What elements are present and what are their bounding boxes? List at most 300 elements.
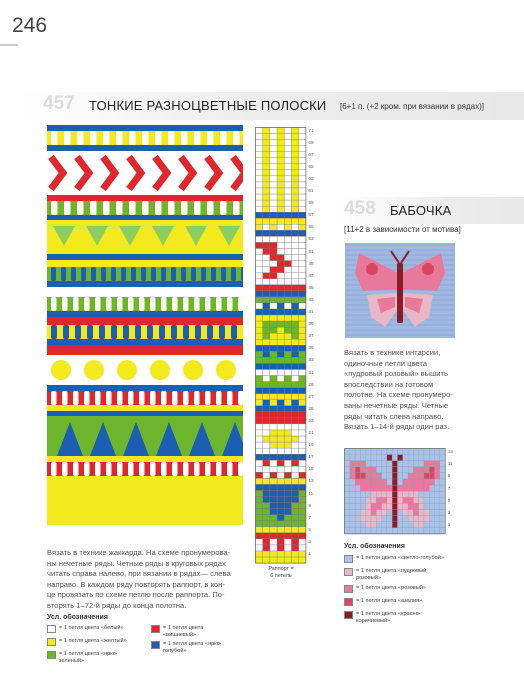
row-number: 7 (447, 485, 451, 491)
row-number: 47 (308, 272, 314, 278)
chart-cell (277, 351, 284, 357)
tooth-row-stitch (216, 462, 222, 476)
tooth-row-stitch (63, 325, 69, 339)
chart-cell (256, 412, 263, 418)
chart-cell (256, 200, 263, 206)
chart-cell (284, 376, 291, 382)
chart-cell (292, 491, 299, 497)
chart-cell (263, 394, 270, 400)
tooth-row-stitch (171, 267, 176, 281)
tooth-row-stitch (161, 267, 166, 281)
chart-cell (366, 485, 371, 491)
chart-cell (292, 212, 299, 218)
chart-cell (263, 218, 270, 224)
chart-cell (263, 261, 270, 267)
chart-cell (376, 516, 381, 522)
chart-cell (277, 436, 284, 442)
chart-cell (424, 473, 429, 479)
chart-cell (256, 242, 263, 248)
chart-cell (263, 267, 270, 273)
tooth-row-stitch (64, 131, 71, 145)
chart-cell (256, 333, 263, 339)
chart-cell (270, 442, 277, 448)
chart-cell (299, 333, 306, 339)
chart-cell (256, 539, 263, 545)
tooth-row-stitch (231, 325, 237, 339)
chart-cell (424, 467, 429, 473)
chart-cell (403, 516, 408, 522)
legend-swatch-azalea (344, 598, 353, 606)
chart-cell (270, 557, 277, 563)
chart-cell (270, 527, 277, 533)
chart-cell (382, 449, 387, 455)
chart-cell (270, 345, 277, 351)
chart-cell (366, 497, 371, 503)
chart-cell (413, 510, 418, 516)
chart-cell (408, 485, 413, 491)
row-number: 51 (308, 248, 314, 254)
chart-cell (392, 473, 397, 479)
tooth-row-stitch (141, 267, 146, 281)
chart-cell (292, 194, 299, 200)
tooth-row-stitch (99, 325, 105, 339)
chart-cell (292, 557, 299, 563)
chart-cell (429, 491, 434, 497)
chart-cell (284, 412, 291, 418)
chart-cell (387, 461, 392, 467)
tooth-row-stitch (207, 325, 213, 339)
tooth-row-stitch (238, 297, 243, 311)
tooth-row-stitch (183, 325, 189, 339)
tooth-row-stitch (51, 462, 57, 476)
chart-cell (292, 291, 299, 297)
chart-cell (398, 503, 403, 509)
chart-cell (263, 521, 270, 527)
chart-cell (292, 351, 299, 357)
stripe (47, 317, 243, 325)
chart-cell (263, 285, 270, 291)
tooth-row-stitch (241, 267, 243, 281)
chart-cell (256, 448, 263, 454)
pattern-458-chart (344, 448, 448, 536)
chart-cell (270, 176, 277, 182)
tooth-row-stitch (147, 325, 153, 339)
chart-cell (299, 394, 306, 400)
chart-cell (263, 279, 270, 285)
chart-cell (392, 497, 397, 503)
chart-cell (292, 249, 299, 255)
dot (84, 360, 104, 380)
chart-cell (382, 479, 387, 485)
chart-cell (440, 485, 445, 491)
pattern-458-photo (345, 243, 455, 338)
chart-cell (284, 515, 291, 521)
chart-cell (435, 449, 440, 455)
tooth-row-stitch (106, 462, 112, 476)
chart-cell (263, 412, 270, 418)
chart-cell (299, 158, 306, 164)
chart-cell (284, 400, 291, 406)
row-number: 21 (308, 430, 314, 435)
chart-cell (256, 236, 263, 242)
chart-cell (299, 303, 306, 309)
chart-cell (360, 528, 365, 534)
chart-cell (382, 455, 387, 461)
chart-cell (277, 484, 284, 490)
dot (183, 360, 203, 380)
chart-cell (256, 345, 263, 351)
chart-cell (360, 516, 365, 522)
chart-cell (419, 503, 424, 509)
chart-cell (355, 467, 360, 473)
chart-cell (403, 455, 408, 461)
chart-cell (284, 339, 291, 345)
chart-cell (270, 140, 277, 146)
chart-cell (387, 510, 392, 516)
chart-cell (270, 503, 277, 509)
chart-cell (366, 479, 371, 485)
chart-cell (299, 170, 306, 176)
dot (51, 360, 71, 380)
chart-cell (382, 491, 387, 497)
chart-cell (284, 491, 291, 497)
tooth-row-stitch (62, 462, 68, 476)
tooth-row-stitch (238, 462, 243, 476)
chart-cell (299, 212, 306, 218)
tooth-row-stitch (172, 462, 178, 476)
triangle-band (47, 220, 243, 254)
chart-cell (392, 479, 397, 485)
chart-cell (256, 454, 263, 460)
chart-cell (413, 461, 418, 467)
chart-cell (292, 339, 299, 345)
chart-cell (299, 436, 306, 442)
chart-cell (263, 224, 270, 230)
chart-cell (263, 491, 270, 497)
chart-cell (270, 351, 277, 357)
chart-cell (299, 224, 306, 230)
chart-cell (429, 461, 434, 467)
chart-cell (256, 230, 263, 236)
tooth-row-stitch (51, 201, 58, 215)
chart-cell (284, 418, 291, 424)
chart-cell (277, 400, 284, 406)
chart-cell (263, 303, 270, 309)
tooth-row-stitch (101, 267, 106, 281)
chart-cell (360, 479, 365, 485)
chart-cell (263, 484, 270, 490)
chart-cell (263, 194, 270, 200)
chart-cell (424, 461, 429, 467)
chart-cell (277, 394, 284, 400)
chart-cell (403, 497, 408, 503)
tooth-row-stitch (216, 297, 222, 311)
chart-cell (413, 455, 418, 461)
pattern-458-title: БАБОЧКА (390, 203, 452, 218)
chart-cell (392, 461, 397, 467)
chart-cell (440, 455, 445, 461)
chart-cell (299, 478, 306, 484)
chart-cell (270, 158, 277, 164)
chart-cell (419, 485, 424, 491)
tooth-row-stitch (77, 201, 84, 215)
chart-cell (429, 510, 434, 516)
tooth-row-stitch (205, 391, 211, 405)
row-number: 9 (447, 473, 451, 479)
chart-cell (429, 449, 434, 455)
chart-cell (360, 467, 365, 473)
chart-cell (256, 460, 263, 466)
chart-cell (256, 382, 263, 388)
tooth-row-stitch (207, 201, 214, 215)
chart-cell (277, 363, 284, 369)
row-number: 5 (308, 526, 311, 532)
chart-cell (408, 467, 413, 473)
legend-label-powder-pink: = 1 петля цвета «пудровый розовый» (356, 568, 427, 581)
chart-cell (345, 449, 350, 455)
chart-cell (270, 484, 277, 490)
stripe (47, 254, 243, 260)
chart-cell (277, 146, 284, 152)
chart-cell (277, 388, 284, 394)
chart-cell (263, 430, 270, 436)
chart-cell (408, 522, 413, 528)
chart-cell (263, 551, 270, 557)
row-number: 27 (308, 393, 314, 399)
chart-cell (284, 267, 291, 273)
chart-cell (350, 449, 355, 455)
chart-cell (284, 388, 291, 394)
row-number: 5 (447, 497, 451, 503)
chart-cell (392, 510, 397, 516)
chart-cell (408, 503, 413, 509)
tooth-row-stitch (194, 462, 200, 476)
legend-swatch-powder-pink (344, 568, 353, 576)
chart-cell (256, 134, 263, 140)
chart-cell (277, 261, 284, 267)
chart-cell (277, 242, 284, 248)
chart-cell (376, 473, 381, 479)
chart-cell (256, 406, 263, 412)
chart-cell (429, 485, 434, 491)
tooth-row-stitch (194, 391, 200, 405)
chart-cell (413, 473, 418, 479)
chart-cell (376, 479, 381, 485)
chart-cell (256, 321, 263, 327)
chart-cell (371, 491, 376, 497)
chart-cell (263, 309, 270, 315)
legend-swatch-red-brown (344, 611, 353, 619)
chart-cell (270, 327, 277, 333)
chart-cell (277, 255, 284, 261)
chart-cell (360, 461, 365, 467)
chart-cell (299, 454, 306, 460)
chart-cell (299, 134, 306, 140)
chart-cell (292, 509, 299, 515)
chart-cell (263, 158, 270, 164)
chart-cell (263, 363, 270, 369)
chart-cell (277, 206, 284, 212)
chart-cell (284, 249, 291, 255)
chart-cell (284, 327, 291, 333)
chart-cell (382, 497, 387, 503)
chart-cell (270, 448, 277, 454)
chart-cell (256, 128, 263, 134)
chart-cell (292, 521, 299, 527)
tooth-row-stitch (106, 391, 112, 405)
tooth-row-stitch (233, 131, 240, 145)
chart-cell (277, 545, 284, 551)
chart-cell (284, 158, 291, 164)
chart-cell (270, 194, 277, 200)
chart-cell (256, 388, 263, 394)
tooth-row-stitch (155, 201, 162, 215)
chart-cell (435, 461, 440, 467)
chart-cell (292, 146, 299, 152)
chart-cell (292, 345, 299, 351)
chart-cell (256, 152, 263, 158)
tooth-row-stitch (171, 325, 177, 339)
chart-cell (284, 478, 291, 484)
chart-cell (263, 333, 270, 339)
stripe (47, 456, 243, 462)
tooth-row-stitch (128, 297, 134, 311)
chart-cell (284, 497, 291, 503)
chart-cell (345, 461, 350, 467)
row-number: 71 (308, 127, 314, 133)
row-number: 63 (308, 175, 314, 181)
pattern-458-number: 458 (344, 198, 376, 219)
chart-cell (292, 551, 299, 557)
chart-cell (292, 255, 299, 261)
tooth-row-stitch (71, 267, 76, 281)
chart-cell (277, 382, 284, 388)
tooth-row-stitch (95, 297, 101, 311)
chart-cell (256, 430, 263, 436)
chart-cell (424, 522, 429, 528)
tooth-row-stitch (161, 297, 167, 311)
chart-cell (263, 418, 270, 424)
chart-cell (440, 528, 445, 534)
chart-cell (355, 516, 360, 522)
chart-cell (270, 236, 277, 242)
chart-cell (284, 140, 291, 146)
stripe (47, 125, 243, 131)
chart-cell (284, 242, 291, 248)
chart-cell (284, 152, 291, 158)
chart-cell (299, 321, 306, 327)
chart-cell (424, 503, 429, 509)
chart-cell (263, 249, 270, 255)
chart-cell (284, 194, 291, 200)
chart-cell (429, 522, 434, 528)
chart-cell (277, 478, 284, 484)
row-number: 67 (308, 151, 314, 157)
chart-cell (350, 528, 355, 534)
chart-cell (419, 479, 424, 485)
chart-cell (270, 134, 277, 140)
chart-cell (435, 491, 440, 497)
dot-band (47, 355, 243, 385)
stripe (47, 411, 243, 416)
legend-swatch-light-blue (344, 555, 353, 563)
chart-cell (256, 497, 263, 503)
tooth-row-stitch (142, 201, 149, 215)
chart-cell (387, 467, 392, 473)
chart-cell (292, 315, 299, 321)
chart-cell (263, 134, 270, 140)
chart-cell (263, 376, 270, 382)
chart-cell (277, 515, 284, 521)
chart-cell (382, 522, 387, 528)
chart-cell (408, 510, 413, 516)
chart-cell (292, 460, 299, 466)
tooth-row-stitch (116, 201, 123, 215)
pattern-458-spec: [11+2 в зависимости от мотива] (344, 225, 461, 234)
row-number: 17 (308, 454, 314, 460)
tooth-row-stitch (73, 297, 79, 311)
chart-cell (284, 370, 291, 376)
chart-cell (256, 478, 263, 484)
chart-cell (256, 363, 263, 369)
chart-cell (440, 467, 445, 473)
chart-cell (277, 164, 284, 170)
chart-cell (270, 406, 277, 412)
chart-cell (263, 351, 270, 357)
chart-cell (263, 388, 270, 394)
chart-cell (256, 212, 263, 218)
chart-cell (277, 503, 284, 509)
chart-cell (345, 485, 350, 491)
chart-cell (403, 528, 408, 534)
chart-cell (263, 497, 270, 503)
chart-cell (284, 212, 291, 218)
chart-cell (277, 460, 284, 466)
page-number: 246 (12, 14, 48, 37)
chart-cell (277, 357, 284, 363)
chart-cell (277, 557, 284, 563)
chart-cell (345, 510, 350, 516)
chart-cell (256, 170, 263, 176)
chart-cell (277, 194, 284, 200)
chart-cell (292, 182, 299, 188)
chart-cell (277, 158, 284, 164)
chart-cell (270, 170, 277, 176)
chart-cell (435, 510, 440, 516)
chart-cell (360, 503, 365, 509)
chart-cell (284, 128, 291, 134)
tooth-row-stitch (51, 267, 56, 281)
chart-cell (277, 291, 284, 297)
chart-cell (270, 212, 277, 218)
chart-cell (403, 510, 408, 516)
chart-cell (256, 394, 263, 400)
chart-cell (256, 436, 263, 442)
chart-cell (398, 461, 403, 467)
tooth-row-stitch (168, 201, 175, 215)
tooth-row-stitch (183, 391, 189, 405)
chart-cell (350, 503, 355, 509)
row-number: 11 (447, 461, 453, 467)
chart-cell (284, 351, 291, 357)
chart-cell (270, 424, 277, 430)
chart-cell (345, 491, 350, 497)
chart-cell (371, 467, 376, 473)
chart-cell (270, 188, 277, 194)
chart-cell (371, 473, 376, 479)
chart-cell (292, 321, 299, 327)
chart-cell (366, 473, 371, 479)
